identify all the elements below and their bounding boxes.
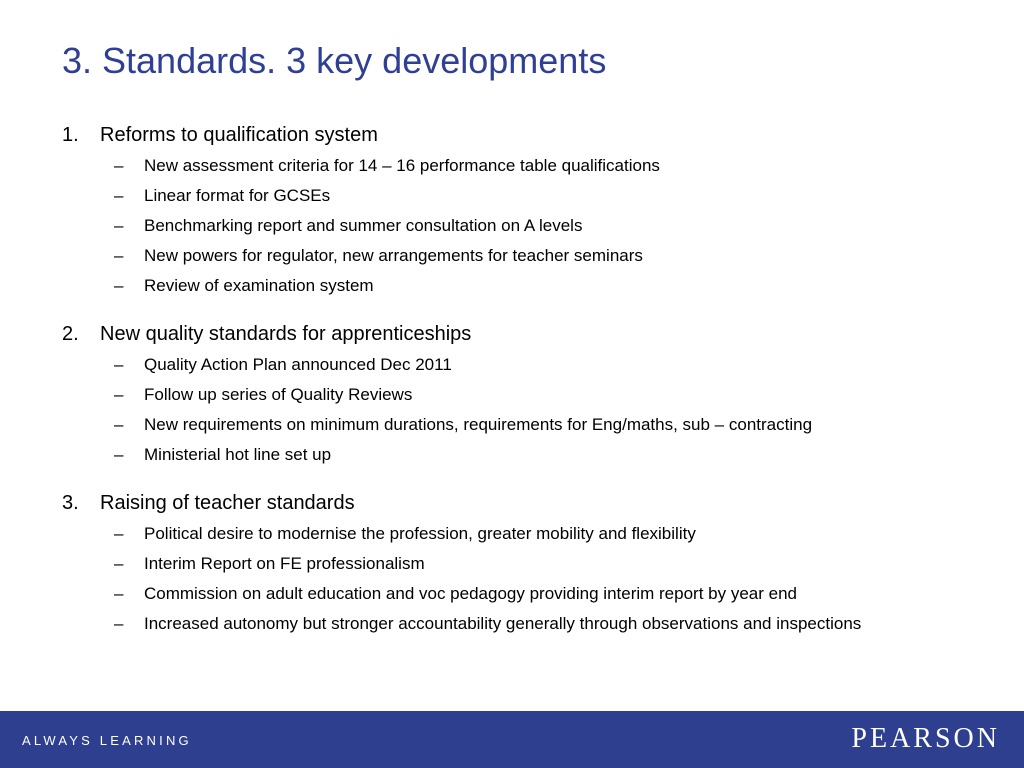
bullet-item [62, 184, 962, 207]
bullet-list [62, 154, 962, 297]
bullet-item [62, 353, 962, 376]
bullet-item [62, 612, 962, 635]
dash-marker: – [114, 415, 124, 434]
bullet-item [62, 443, 962, 466]
section-title: New quality standards for apprenticeships [100, 323, 472, 345]
bullet-item [62, 214, 962, 237]
bullet-text: Linear format for GCSEs [144, 186, 331, 205]
section-1 [62, 124, 962, 297]
section-number: 2. [62, 323, 79, 345]
pearson-logo: PEARSON [851, 723, 1000, 754]
section-title: Raising of teacher standards [100, 492, 355, 514]
bullet-text: Follow up series of Quality Reviews [144, 385, 413, 404]
bullet-item [62, 522, 962, 545]
dash-marker: – [114, 216, 124, 235]
tagline: ALWAYS LEARNING [22, 733, 192, 748]
dash-marker: – [114, 524, 124, 543]
dash-marker: – [114, 385, 124, 404]
dash-marker: – [114, 355, 124, 374]
slide-content [62, 124, 962, 661]
bullet-text: New assessment criteria for 14 – 16 performance table qualifications [144, 156, 660, 175]
bullet-text: Political desire to modernise the profession, greater mobility and flexibility [144, 524, 696, 543]
dash-marker: – [114, 584, 124, 603]
bullet-item [62, 274, 962, 297]
dash-marker: – [114, 554, 124, 573]
bullet-text: New requirements on minimum durations, requirements for Eng/maths, sub – contracting [144, 415, 813, 434]
dash-marker: – [114, 276, 124, 295]
bullet-item [62, 413, 962, 436]
bullet-text: Quality Action Plan announced Dec 2011 [144, 355, 452, 374]
bullet-text: New powers for regulator, new arrangements for teacher seminars [144, 246, 643, 265]
bullet-text: Increased autonomy but stronger accountability generally through observations and inspections [144, 614, 862, 633]
footer-bar [0, 711, 1024, 768]
bullet-text: Ministerial hot line set up [144, 445, 332, 464]
bullet-item [62, 582, 962, 605]
section-heading [62, 323, 962, 351]
bullet-item [62, 552, 962, 575]
bullet-list [62, 522, 962, 635]
bullet-text: Review of examination system [144, 276, 374, 295]
bullet-text: Benchmarking report and summer consultation on A levels [144, 216, 583, 235]
dash-marker: – [114, 186, 124, 205]
dash-marker: – [114, 614, 124, 633]
bullet-list [62, 353, 962, 466]
section-2 [62, 323, 962, 466]
section-heading [62, 492, 962, 520]
dash-marker: – [114, 246, 124, 265]
bullet-item [62, 244, 962, 267]
slide-title: 3. Standards. 3 key developments [62, 40, 607, 81]
section-number: 3. [62, 492, 79, 514]
bullet-item [62, 383, 962, 406]
bullet-text: Interim Report on FE professionalism [144, 554, 425, 573]
bullet-item [62, 154, 962, 177]
section-3 [62, 492, 962, 635]
section-title: Reforms to qualification system [100, 124, 378, 146]
bullet-text: Commission on adult education and voc pedagogy providing interim report by year end [144, 584, 797, 603]
dash-marker: – [114, 156, 124, 175]
section-heading [62, 124, 962, 152]
section-number: 1. [62, 124, 79, 146]
dash-marker: – [114, 445, 124, 464]
